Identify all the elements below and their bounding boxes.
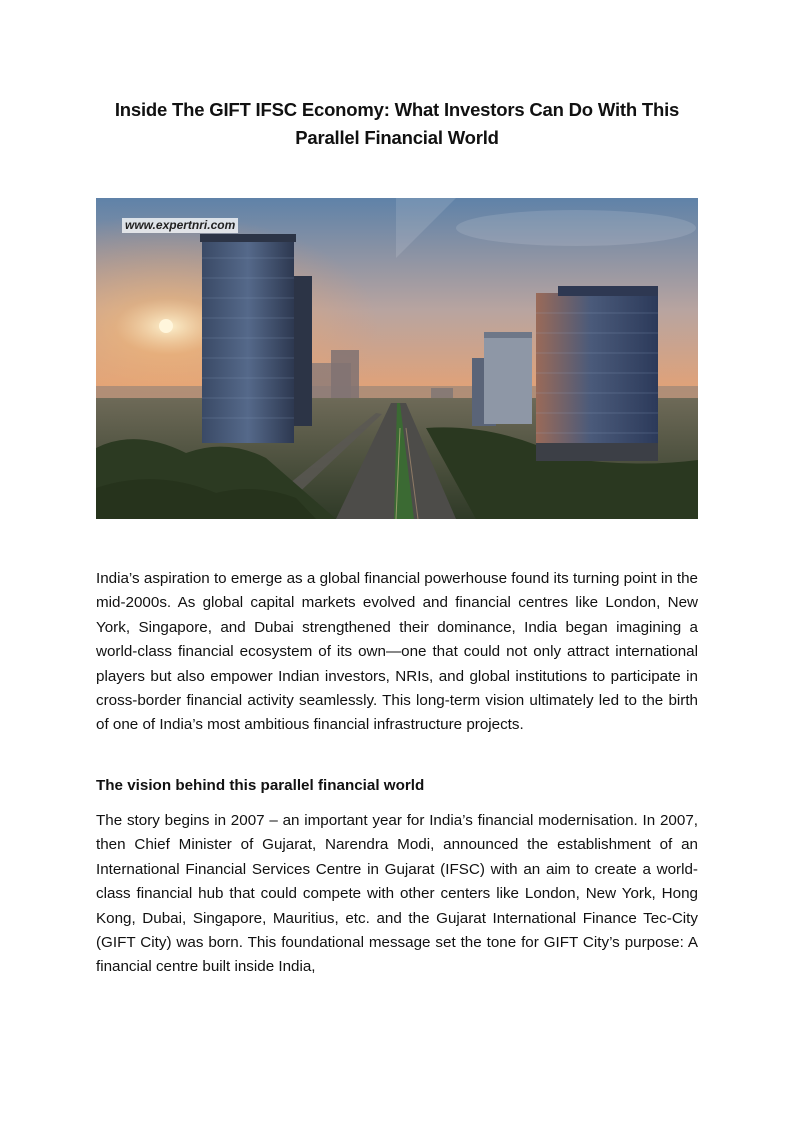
- article-title: Inside The GIFT IFSC Economy: What Investors Can Do With This Parallel Financial World: [114, 99, 680, 148]
- intro-paragraph: India’s aspiration to emerge as a global financial powerhouse found its turning point in the mid-2000s. As global capital markets evolved and financial centres like London, New York, Singapore, and Dubai strengthened their dominance, India began imagining a world-class financial ecosystem of its own—one that could not only attract international players but also empower Indian investors, NRIs, and global institutions to participate in cross-border financial activity seamlessly. This long-term vision ultimately led to the birth of one of India’s most ambitious financial infrastructure projects.: [96, 570, 698, 734]
- section-heading: The vision behind this parallel financial world: [96, 777, 425, 794]
- story-paragraph: The story begins in 2007 – an important year for India’s financial modernisation. In 2007, then Chief Minister of Gujarat, Narendra Modi, announced the establishment of an International Financial Services Centre in Gujarat (IFSC) with an aim to create a world-class financial hub that could compete with other centers like London, New York, Hong Kong, Dubai, Singapore, Mauritius, etc. and the Gujarat International Finance Tec-City (GIFT City) was born. This foundational message set the tone for GIFT City’s purpose: A financial centre built inside India,: [96, 812, 698, 976]
- city-skyline-photo: [96, 198, 698, 519]
- skyline-illustration: [96, 198, 698, 519]
- watermark-text: www.expertnri.com: [122, 218, 238, 233]
